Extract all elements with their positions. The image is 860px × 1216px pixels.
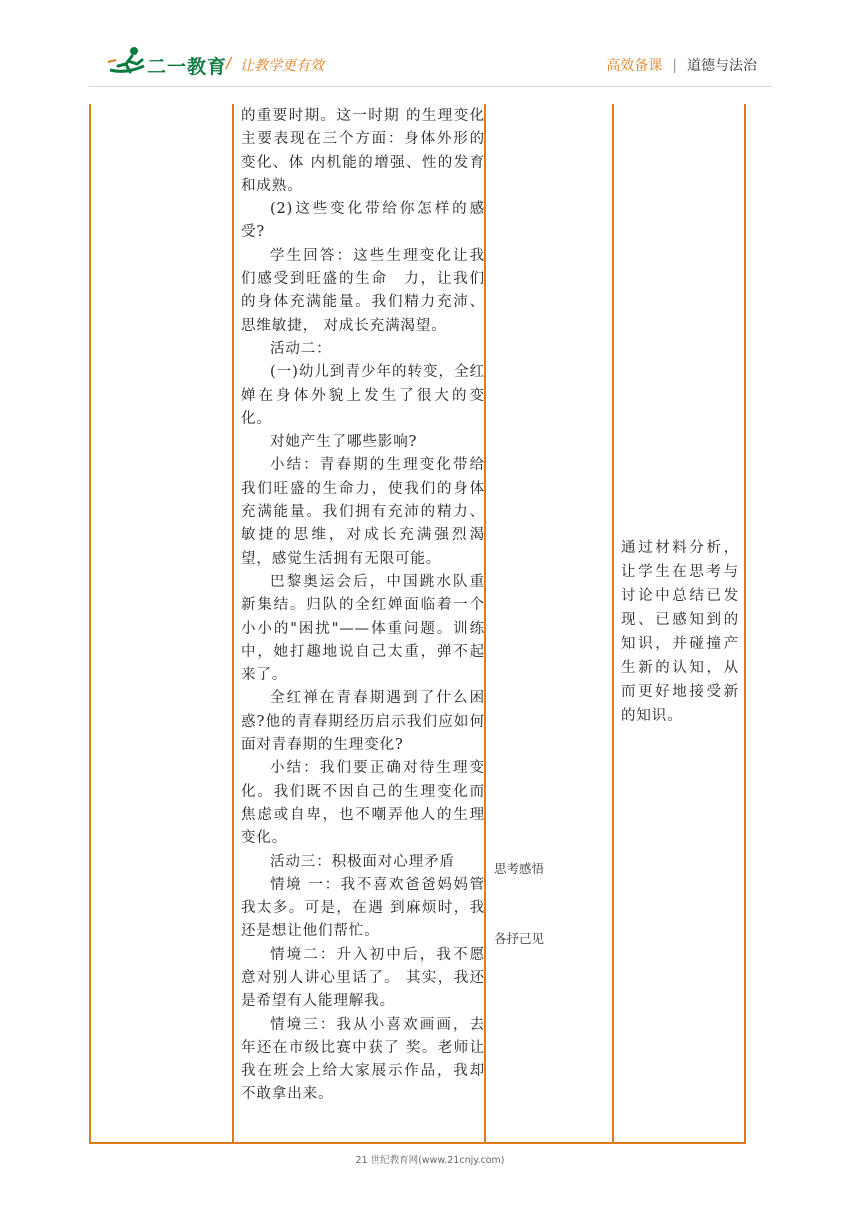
table-divider-1 bbox=[232, 104, 234, 1144]
paragraph: 的重要时期。这一时期 的生理变化主要表现在三个方面：身体外形的变化、体 内机能的增强、性的发育和成熟。 bbox=[241, 108, 485, 194]
paragraph: 活动三：积极面对心理矛盾 bbox=[270, 853, 455, 870]
paragraph: (2)这些变化带给你怎样的感受? bbox=[241, 201, 485, 241]
subject-label: 道德与法治 bbox=[687, 58, 757, 74]
paragraph: 情境 一：我不喜欢爸爸妈妈管我太多。可是，在遇 到麻烦时，我还是想让他们帮忙。 bbox=[241, 876, 485, 940]
paragraph: 小结：我们要正确对待生理变化。我们既不因自己的生理变化而焦虑或自卑，也不嘲弄他人的生理变化。 bbox=[241, 760, 485, 847]
student-activity-discuss: 各抒己见 bbox=[494, 931, 545, 946]
table-border-right bbox=[744, 104, 746, 1144]
paragraph: 小结：青春期的生理变化带给我们旺盛的生命力，使我们的身体充满能量。我们拥有充沛的精力、敏捷的思维，对成长充满强烈渴望，感觉生活拥有无限可能。 bbox=[241, 457, 485, 567]
paragraph: 全红禅在青春期遇到了什么困惑?他的青春期经历启示我们应如何面对青春期的生理变化? bbox=[241, 690, 485, 754]
paragraph: 对她产生了哪些影响? bbox=[270, 434, 418, 451]
student-activity-think: 思考感悟 bbox=[494, 861, 545, 876]
paragraph: (一)幼儿到青少年的转变，全红婵在身体外貌上发生了很大的变化。 bbox=[241, 364, 485, 427]
table-border-left bbox=[89, 104, 91, 1144]
paragraph: 学生回答：这些生理变化让我们感受到旺盛的生命 力，让我们的身体充满能量。我们精力充沛、思维敏捷， 对成长充满渴望。 bbox=[241, 247, 485, 334]
slogan: 让教学更有效 bbox=[240, 58, 324, 74]
header-right bbox=[606, 55, 757, 75]
course-label: 高效备课 bbox=[606, 58, 663, 74]
table-border-bottom bbox=[89, 1142, 746, 1144]
design-intent-text: 通过材料分析，让学生在思考与讨论中总结已发现、已感知到的知识，并碰撞产生新的认知，从而更好地接受新的知识。 bbox=[621, 540, 739, 724]
page-header bbox=[0, 0, 860, 100]
paragraph: 巴黎奥运会后，中国跳水队重新集结。归队的全红婵面临着一个小小的"困扰"——体重问题。训练中，她打趣地说自己太重，弹不起来了。 bbox=[241, 573, 485, 684]
page-footer: 21 世纪教育网(www.21cnjy.com) bbox=[355, 1155, 505, 1166]
table-divider-3 bbox=[612, 104, 614, 1144]
paragraph: 情境三：我从小喜欢画画，去年还在市级比赛中获了 奖。老师让我在班会上给大家展示作品，我却不敢拿出来。 bbox=[241, 1016, 485, 1103]
lesson-table bbox=[89, 104, 746, 1144]
brand-name: 二一教育 bbox=[147, 56, 228, 78]
teacher-activity-column bbox=[241, 105, 485, 1107]
paragraph: 情境二：升入初中后，我不愿意对别人讲心里话了。 其实，我还是希望有人能理解我。 bbox=[241, 946, 485, 1010]
header-rule bbox=[89, 86, 772, 87]
slogan-divider: / bbox=[226, 54, 232, 72]
paragraph: 活动二： bbox=[270, 340, 332, 357]
header-separator: | bbox=[672, 58, 677, 74]
